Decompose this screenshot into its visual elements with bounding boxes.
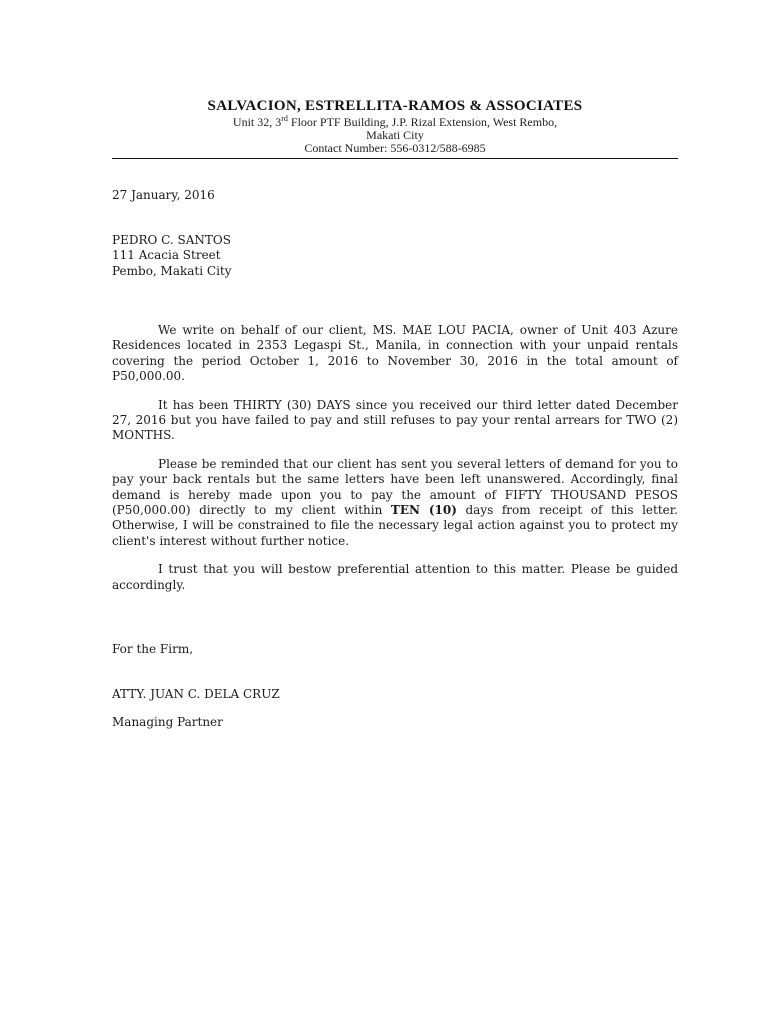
addressee-block	[112, 233, 232, 279]
letterhead-divider	[112, 158, 678, 159]
paragraph-4: I trust that you will bestow preferential attention to this matter. Please be guided accordingly.	[112, 562, 678, 592]
floor-ordinal: rd	[281, 114, 288, 123]
firm-name: SALVACION, ESTRELLITA-RAMOS & ASSOCIATES	[207, 98, 583, 114]
paragraph-3-start: Please be reminded that our client has sent you several letters of demand for you to pay your back rentals but the same letters have been left unanswered. Accordingly, final demand is hereby made upon you to pay the amount of FIFTY THOUSAND PESOS (P50,000.00) directly to my client within	[112, 456, 678, 518]
addressee-street: 111 Acacia Street	[112, 248, 221, 263]
paragraph-3	[112, 457, 678, 549]
signer-title: Managing Partner	[112, 715, 223, 729]
paragraph-3-end: days from receipt of this letter. Otherwise, I will be constrained to file the necessary legal action against you to protect my client's interest without further notice.	[112, 503, 678, 548]
deadline-emphasis: TEN (10)	[390, 503, 457, 518]
letter-date: 27 January, 2016	[112, 188, 215, 202]
signer-name: ATTY. JUAN C. DELA CRUZ	[112, 687, 280, 701]
firm-city: Makati City	[366, 128, 424, 142]
paragraph-1: We write on behalf of our client, MS. MAE LOU PACIA, owner of Unit 403 Azure Residences located in 2353 Legaspi St., Manila, in connection with your unpaid rentals covering the period October 1, 2016 to November 30, 2016 in the total amount of P50,000.00.	[112, 323, 678, 384]
paragraph-2: It has been THIRTY (30) DAYS since you received our third letter dated December 27, 2016 but you have failed to pay and still refuses to pay your rental arrears for TWO (2) MONTHS.	[112, 397, 678, 443]
closing-line: For the Firm,	[112, 642, 194, 656]
firm-address-start: Unit 32, 3	[232, 115, 282, 129]
letter-body	[112, 323, 678, 606]
addressee-name: PEDRO C. SANTOS	[112, 233, 231, 247]
firm-contact: Contact Number: 556-0312/588-6985	[304, 141, 486, 155]
addressee-city: Pembo, Makati City	[112, 263, 232, 278]
firm-address-end: Floor PTF Building, J.P. Rizal Extension, West Rembo,	[287, 115, 558, 129]
letterhead	[112, 96, 678, 155]
